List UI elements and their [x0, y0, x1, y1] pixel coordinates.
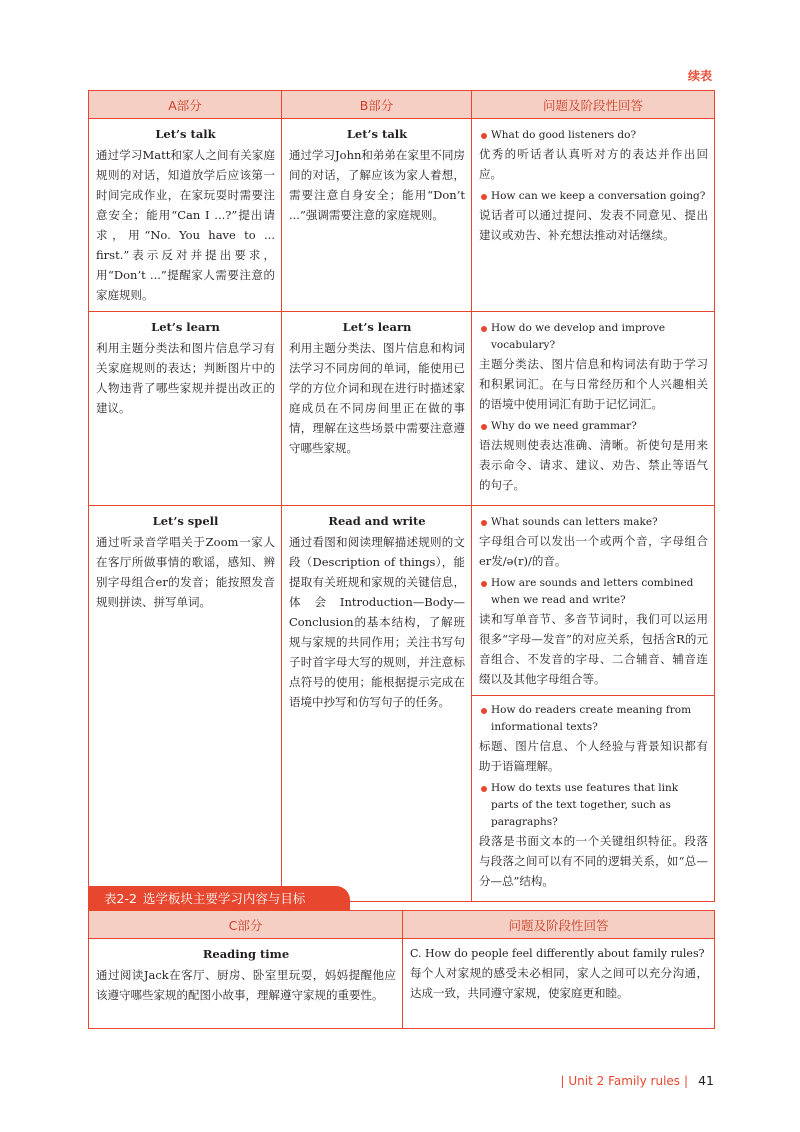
- section-title: 选学板块主要学习内容与目标: [142, 891, 306, 906]
- cell-b: [282, 119, 472, 312]
- cell-a: [89, 312, 282, 506]
- section-number: 表2-2: [104, 891, 137, 906]
- elective-content-table: [88, 910, 715, 1029]
- cell-text: 利用主题分类法和图片信息学习有关家庭规则的表达；判断图片中的人物违背了哪些家规并提出改正的建议。: [96, 341, 275, 415]
- answer-text: 说话者可以通过提问、发表不同意见、提出建议或劝告、补充想法推动对话继续。: [479, 208, 708, 242]
- cell-title: Reading time: [202, 947, 290, 961]
- table-row: [89, 506, 715, 902]
- table-header-row: [89, 911, 715, 939]
- question-bullet: How do texts use features that link parts of the text together, such as paragraphs?: [479, 780, 708, 831]
- question-bullet: How can we keep a conversation going?: [479, 188, 708, 205]
- cell-qa: [472, 119, 715, 312]
- question-text: C. How do people feel differently about family rules?: [410, 947, 705, 960]
- section-title-tab: [88, 886, 350, 912]
- column-header-a: A部分: [89, 91, 282, 119]
- cell-a: [89, 119, 282, 312]
- column-header-c: C部分: [89, 911, 403, 939]
- cell-title: Read and write: [328, 514, 426, 528]
- question-bullet: How do we develop and improve vocabulary?: [479, 320, 708, 354]
- answer-text: 主题分类法、图片信息和构词法有助于学习和积累词汇。在与日常经历和个人兴趣相关的语境中使用词汇有助于记忆词汇。: [479, 357, 708, 411]
- page-footer: | Unit 2 Family rules | 41: [560, 1073, 714, 1088]
- table-row: [89, 312, 715, 506]
- cell-text: 通过听录音学唱关于Zoom一家人在客厅所做事情的歌谣，感知、辨别字母组合er的发音；能按照发音规则拼读、拼写单词。: [96, 535, 275, 609]
- cell-b: [282, 312, 472, 506]
- cell-title: Let’s talk: [346, 127, 408, 141]
- cell-title: Let’s learn: [151, 320, 220, 334]
- question-bullet: Why do we need grammar?: [479, 418, 708, 435]
- answer-text: 读和写单音节、多音节词时，我们可以运用很多“字母—发音”的对应关系，包括含R的元音组合、不发音的字母、二合辅音、辅音连缀以及其他字母组合等。: [479, 612, 708, 686]
- cell-text: 通过学习John和弟弟在家里不同房间的对话，了解应该为家人着想，需要注意自身安全；能用“Don’t ...”强调需要注意的家庭规则。: [289, 148, 465, 222]
- cell-title: Let’s talk: [155, 127, 216, 141]
- cell-qa: [472, 312, 715, 506]
- cell-text: 通过看图和阅读理解描述规则的文段（Description of things），能提取有关班规和家规的关键信息，体会Introduction—Body—Conclusion的基本结构，了解班规与家规的共同作用；关注书写句子时首字母大写的规则，并注意标点符号的使用；能根据提示完成在语境中抄写和仿写句子的任务。: [289, 535, 465, 709]
- answer-text: 段落是书面文本的一个关键组织特征。段落与段落之间可以有不同的逻辑关系，如“总—分—总”结构。: [479, 834, 708, 888]
- column-header-b: B部分: [282, 91, 472, 119]
- answer-text: 语法规则使表达准确、清晰。祈使句是用来表示命令、请求、建议、劝告、禁止等语气的句子。: [479, 438, 708, 492]
- cell-text: 利用主题分类法、图片信息和构词法学习不同房间的单词，能使用已学的方位介词和现在进行时描述家庭成员在不同房间里正在做的事情，理解在这些场景中需要注意遵守哪些家规。: [289, 341, 465, 455]
- cell-a: [89, 506, 282, 902]
- answer-text: 标题、图片信息、个人经验与背景知识都有助于语篇理解。: [479, 739, 708, 773]
- table-row: [89, 119, 715, 312]
- cell-text: 通过阅读Jack在客厅、厨房、卧室里玩耍，妈妈提醒他应该遵守哪些家规的配图小故事，理解遵守家规的重要性。: [96, 968, 396, 1002]
- cell-text: 通过学习Matt和家人之间有关家庭规则的对话，知道放学后应该第一时间完成作业，在家玩耍时需要注意安全；能用“Can I ...?”提出请求，用“No. You have to ... first.”表示反对并提出要求，用“Don’t ...”提醒家人需要注意的家庭规则。: [96, 148, 275, 302]
- column-header-qa: 问题及阶段性回答: [403, 911, 715, 939]
- question-bullet: What do good listeners do?: [479, 127, 708, 144]
- answer-text: 优秀的听话者认真听对方的表达并作出回应。: [479, 147, 708, 181]
- page-number: 41: [698, 1073, 714, 1088]
- main-content-table: [88, 90, 715, 902]
- table-row: [89, 939, 715, 1029]
- question-bullet: How are sounds and letters combined when we read and write?: [479, 575, 708, 609]
- cell-title: Let’s learn: [342, 320, 412, 334]
- cell-qa: [472, 506, 715, 902]
- footer-title: Family rules: [608, 1074, 681, 1088]
- cell-qa: [403, 939, 715, 1029]
- question-bullet: How do readers create meaning from informational texts?: [479, 702, 708, 736]
- cell-title: Let’s spell: [152, 514, 219, 528]
- continued-label: 续表: [688, 69, 713, 83]
- answer-text: 每个人对家规的感受未必相同，家人之间可以充分沟通，达成一致，共同遵守家规，使家庭更和睦。: [410, 966, 708, 1000]
- cell-b: [282, 506, 472, 902]
- cell-c: [89, 939, 403, 1029]
- column-header-qa: 问题及阶段性回答: [472, 91, 715, 119]
- footer-unit: Unit 2: [568, 1074, 605, 1088]
- table-header-row: [89, 91, 715, 119]
- answer-text: 字母组合可以发出一个或两个音，字母组合er发/ə(r)/的音。: [479, 534, 708, 568]
- cell-divider: [472, 695, 714, 696]
- question-bullet: What sounds can letters make?: [479, 514, 708, 531]
